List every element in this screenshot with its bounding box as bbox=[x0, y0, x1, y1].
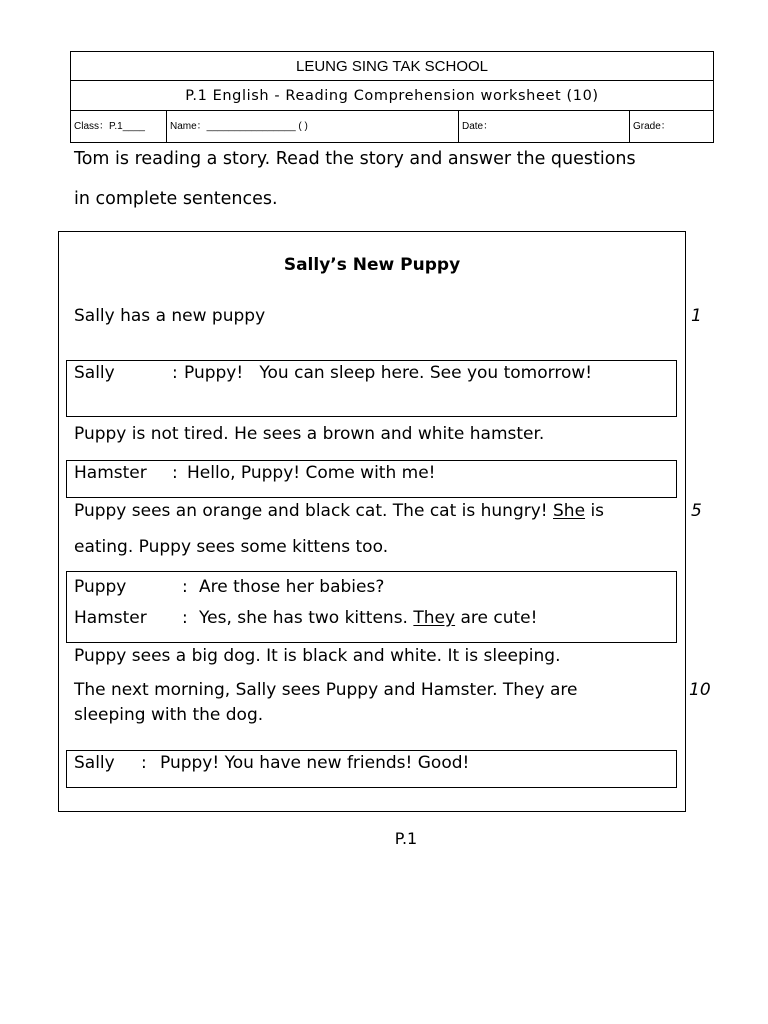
underlined-word-they: They bbox=[413, 608, 456, 628]
dialogue-text-part: are cute! bbox=[455, 608, 538, 628]
dialogue-text: Hello, Puppy! Come with me! bbox=[187, 463, 436, 483]
speaker-separator: : bbox=[141, 753, 147, 773]
underlined-word-she: She bbox=[553, 501, 586, 521]
class-field[interactable]: Class：P.1____ bbox=[74, 121, 145, 132]
speaker-separator: : bbox=[172, 463, 178, 483]
dialogue-text: Puppy! You can sleep here. See you tomorrow! bbox=[184, 363, 593, 383]
dialogue-text: Puppy! You have new friends! Good! bbox=[160, 753, 470, 773]
story-line-5: Puppy sees a big dog. It is black and white. It is sleeping. bbox=[74, 646, 561, 666]
dialogue-text-part: Yes, she has two kittens. bbox=[199, 608, 414, 628]
speaker-hamster: Hamster bbox=[74, 608, 147, 628]
story-line-4: eating. Puppy sees some kittens too. bbox=[74, 537, 389, 557]
school-name: LEUNG SING TAK SCHOOL bbox=[71, 52, 713, 81]
story-text: Puppy sees an orange and black cat. The cat is hungry! bbox=[74, 501, 554, 521]
line-number-1: 1 bbox=[691, 306, 702, 326]
dialogue-box-3 bbox=[66, 571, 677, 643]
story-line-3 bbox=[74, 501, 604, 521]
story-line-7: sleeping with the dog. bbox=[74, 705, 264, 725]
page-number: P.1 bbox=[394, 829, 418, 848]
speaker-separator: : bbox=[182, 577, 188, 597]
dialogue-text: Are those her babies? bbox=[199, 577, 385, 597]
name-field[interactable]: Name：________________ ( ) bbox=[166, 111, 458, 142]
speaker-separator: : bbox=[172, 363, 178, 383]
speaker-hamster: Hamster bbox=[74, 463, 147, 483]
header-table bbox=[70, 51, 714, 143]
info-row bbox=[71, 111, 713, 142]
story-text: is bbox=[585, 501, 605, 521]
speaker-puppy: Puppy bbox=[74, 577, 127, 597]
story-line-1: Sally has a new puppy bbox=[74, 306, 266, 326]
dialogue-box-2 bbox=[66, 460, 677, 498]
line-number-5: 5 bbox=[691, 501, 702, 521]
story-title: Sally’s New Puppy bbox=[283, 255, 461, 275]
date-field[interactable]: Date： bbox=[458, 111, 629, 142]
story-line-2: Puppy is not tired. He sees a brown and white hamster. bbox=[74, 424, 545, 444]
instructions-line-2: in complete sentences. bbox=[74, 189, 278, 209]
dialogue-text bbox=[199, 608, 537, 628]
speaker-separator: : bbox=[182, 608, 188, 628]
line-number-10: 10 bbox=[689, 680, 711, 700]
speaker-sally: Sally bbox=[74, 363, 115, 383]
instructions-line-1: Tom is reading a story. Read the story and answer the questions bbox=[74, 149, 636, 169]
grade-field[interactable]: Grade： bbox=[629, 111, 713, 142]
worksheet-title: P.1 English - Reading Comprehension worksheet (10) bbox=[71, 81, 713, 111]
dialogue-box-1 bbox=[66, 360, 677, 417]
dialogue-box-4 bbox=[66, 750, 677, 788]
story-line-6: The next morning, Sally sees Puppy and Hamster. They are bbox=[74, 680, 578, 700]
speaker-sally: Sally bbox=[74, 753, 115, 773]
